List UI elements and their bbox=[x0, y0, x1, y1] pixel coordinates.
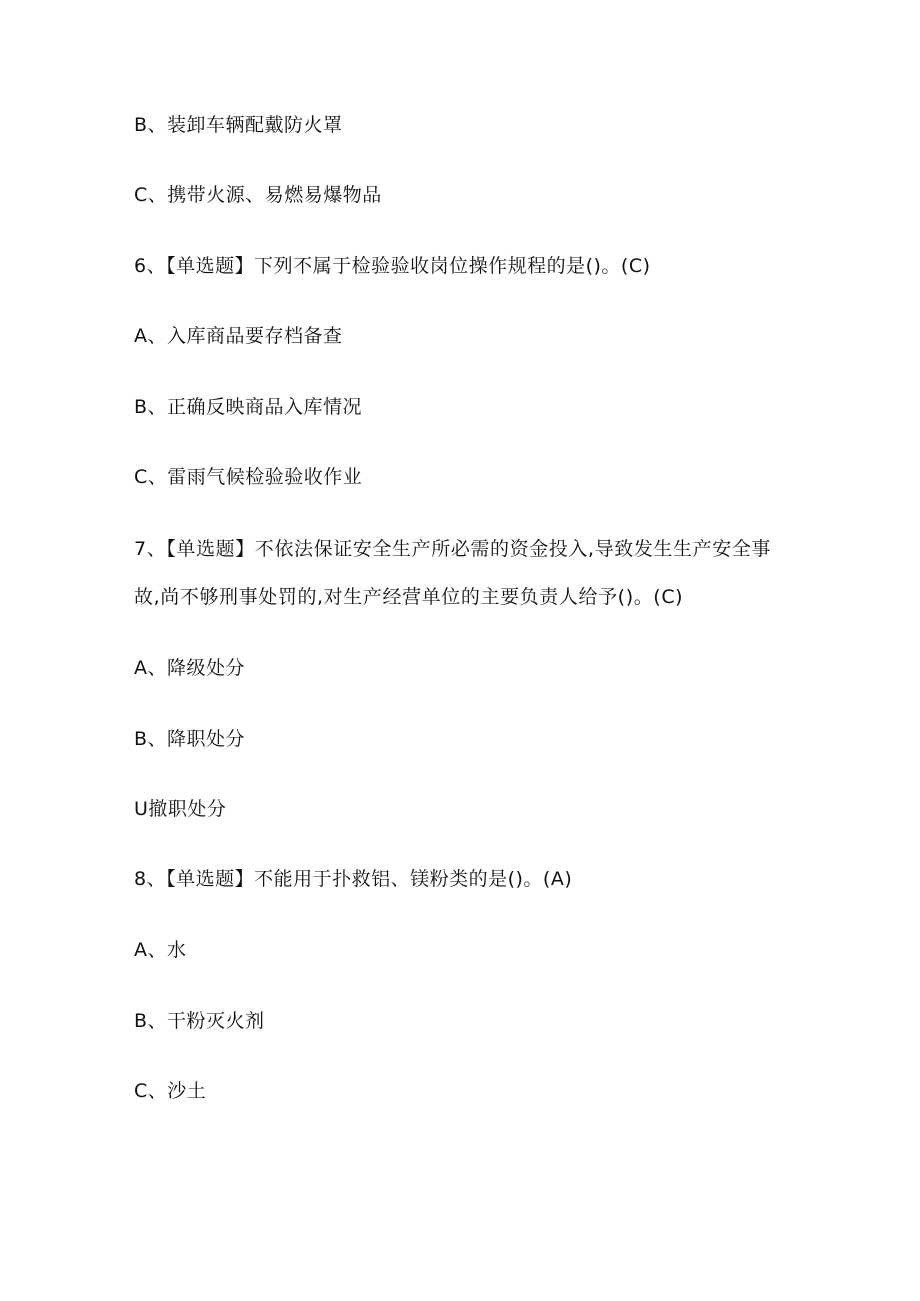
option-c-q6: C、雷雨气候检验验收作业 bbox=[134, 466, 363, 488]
option-b-q7: B、降职处分 bbox=[134, 728, 246, 750]
option-c-q7: U撤职处分 bbox=[134, 798, 227, 820]
option-c-q8: C、沙土 bbox=[134, 1080, 207, 1102]
option-b-q5: B、装卸车辆配戴防火罩 bbox=[134, 114, 343, 136]
option-b-q6: B、正确反映商品入库情况 bbox=[134, 396, 363, 418]
question-6: 6、【单选题】下列不属于检验验收岗位操作规程的是()。(C) bbox=[134, 255, 651, 277]
option-c-q5: C、携带火源、易燃易爆物品 bbox=[134, 184, 382, 206]
question-7: 7、【单选题】不依法保证安全生产所必需的资金投入,导致发生生产安全事故,尚不够刑事处罚的,对生产经营单位的主要负责人给予()。(C) bbox=[134, 538, 772, 608]
question-8: 8、【单选题】不能用于扑救铝、镁粉类的是()。(A) bbox=[134, 868, 573, 890]
option-b-q8: B、干粉灭火剂 bbox=[134, 1010, 265, 1032]
option-a-q8: A、水 bbox=[134, 939, 187, 961]
option-a-q6: A、入库商品要存档备查 bbox=[134, 325, 343, 347]
option-a-q7: A、降级处分 bbox=[134, 657, 245, 679]
